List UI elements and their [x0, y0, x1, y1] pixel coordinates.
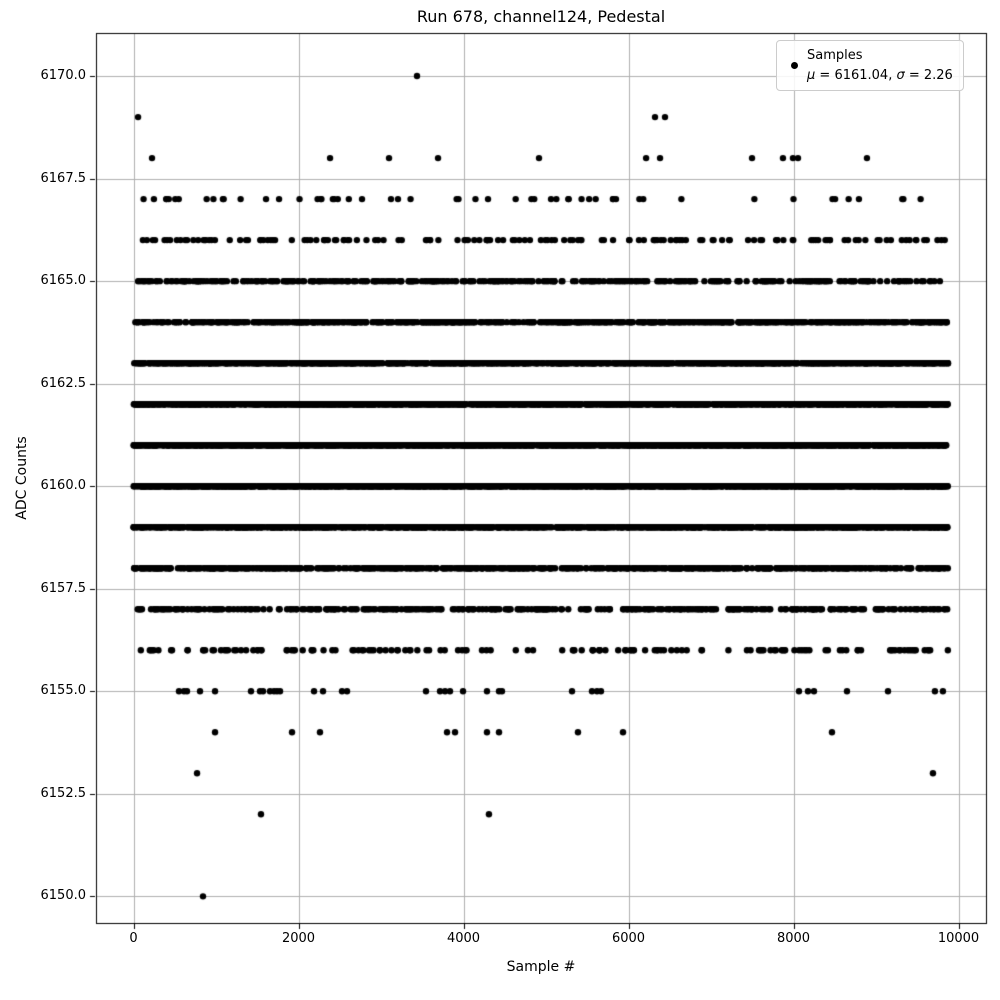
- y-tick-label: 6167.5: [40, 170, 86, 186]
- y-tick-label: 6155.0: [40, 683, 86, 699]
- x-tick-label: 8000: [776, 931, 811, 946]
- y-tick-label: 6165.0: [40, 273, 86, 289]
- legend-stats-label: μ = 6161.04, σ = 2.26: [807, 67, 953, 83]
- x-tick-label: 0: [129, 931, 138, 946]
- sigma-symbol: σ: [896, 67, 905, 83]
- samples-marker-icon: [791, 62, 798, 69]
- legend-samples-label: Samples: [807, 48, 863, 63]
- y-tick-label: 6152.5: [40, 785, 86, 801]
- x-tick-label: 4000: [446, 931, 481, 946]
- y-tick-label: 6160.0: [40, 478, 86, 494]
- x-tick-label: 2000: [281, 931, 316, 946]
- chart-title: Run 678, channel124, Pedestal: [416, 7, 666, 26]
- mu-symbol: μ: [807, 67, 816, 83]
- y-axis-label: ADC Counts: [14, 436, 30, 520]
- x-tick-label: 10000: [937, 931, 980, 946]
- y-tick-label: 6157.5: [40, 580, 86, 596]
- y-tick-label: 6150.0: [40, 888, 86, 904]
- x-axis-label: Sample #: [506, 959, 576, 975]
- y-tick-label: 6170.0: [40, 68, 86, 84]
- y-tick-label: 6162.5: [40, 375, 86, 391]
- legend-text: [807, 46, 953, 85]
- x-tick-label: 6000: [611, 931, 646, 946]
- legend: [776, 40, 964, 91]
